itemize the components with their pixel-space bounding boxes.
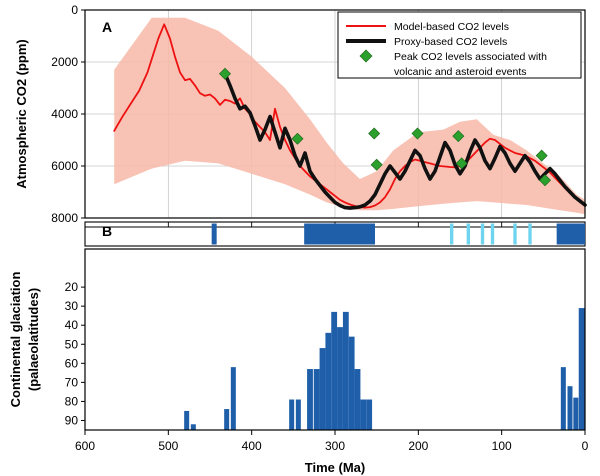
- glaciation-bar: [573, 398, 578, 430]
- glaciation-bar: [184, 411, 189, 430]
- glaciation-bar: [289, 400, 294, 430]
- y-tick-label-b: 50: [64, 337, 78, 352]
- glaciation-bar: [337, 327, 343, 430]
- glaciation-bar: [296, 400, 301, 430]
- glaciation-bar: [355, 369, 361, 430]
- legend-item-label: volcanic and asteroid events: [394, 66, 527, 78]
- x-tick-label: 400: [241, 439, 262, 453]
- y-tick-label-b: 80: [64, 394, 78, 409]
- y-tick-label-a: 8000: [51, 211, 78, 225]
- y-axis-label-a: Atmospheric CO2 (ppm): [14, 39, 29, 189]
- y-tick-label-b: 30: [64, 299, 78, 314]
- glaciation-bar: [191, 424, 196, 430]
- panel-glaciation-bars: [85, 222, 585, 246]
- x-tick-label: 200: [408, 439, 429, 453]
- glaciation-bar: [231, 367, 236, 430]
- glaciation-interval-bar: [557, 224, 585, 245]
- glaciation-interval-bar: [450, 224, 453, 245]
- panel-b-letter: B: [102, 223, 113, 239]
- glaciation-interval-bar: [513, 224, 516, 245]
- glaciation-interval-bar: [481, 224, 484, 245]
- y-tick-label-b: 90: [64, 413, 78, 428]
- glaciation-bar: [325, 333, 331, 430]
- y-tick-label-b: 40: [64, 318, 78, 333]
- y-axis-label-b-line2: (palaeolatitudes): [26, 287, 41, 392]
- glaciation-bar: [349, 337, 355, 430]
- glaciation-bar: [307, 369, 313, 430]
- glaciation-bar: [561, 367, 566, 430]
- glaciation-bar: [579, 308, 585, 430]
- glaciation-bar: [224, 409, 229, 430]
- x-tick-label: 0: [581, 439, 589, 453]
- y-tick-label-a: 2000: [51, 55, 78, 69]
- glaciation-bar: [568, 386, 573, 430]
- y-tick-label-b: 70: [64, 375, 78, 390]
- glaciation-interval-bar: [467, 224, 470, 245]
- x-tick-label: 600: [74, 439, 96, 453]
- glaciation-bar: [360, 400, 366, 430]
- x-tick-label: 500: [158, 439, 179, 453]
- y-tick-label-a: 6000: [51, 159, 78, 173]
- x-axis-label: Time (Ma): [304, 460, 366, 475]
- panel-a-letter: A: [102, 19, 113, 35]
- glaciation-bar: [343, 312, 349, 430]
- panel-b-glaciation: [65, 249, 589, 453]
- glaciation-bar: [314, 369, 320, 430]
- legend-item-label: Proxy-based CO2 levels: [394, 36, 508, 48]
- y-tick-label-b: 20: [64, 280, 78, 295]
- glaciation-interval-bar: [212, 224, 217, 245]
- x-tick-label: 100: [491, 439, 512, 453]
- glaciation-bar: [320, 348, 326, 430]
- glaciation-bar: [331, 312, 337, 430]
- glaciation-bar: [366, 400, 372, 430]
- glaciation-interval-bar: [528, 224, 531, 245]
- x-tick-label: 300: [324, 439, 346, 453]
- y-tick-label-b: 60: [64, 356, 78, 371]
- glaciation-interval-bar: [491, 224, 494, 245]
- glaciation-interval-bar: [304, 224, 375, 245]
- legend: [338, 12, 581, 78]
- y-tick-label-a: 0: [71, 3, 78, 17]
- legend-item-label: Peak CO2 levels associated with: [394, 51, 547, 63]
- y-tick-label-a: 4000: [51, 107, 78, 121]
- y-axis-label-b-line1: Continental glaciation: [8, 271, 23, 408]
- legend-item-label: Model-based CO2 levels: [394, 21, 509, 33]
